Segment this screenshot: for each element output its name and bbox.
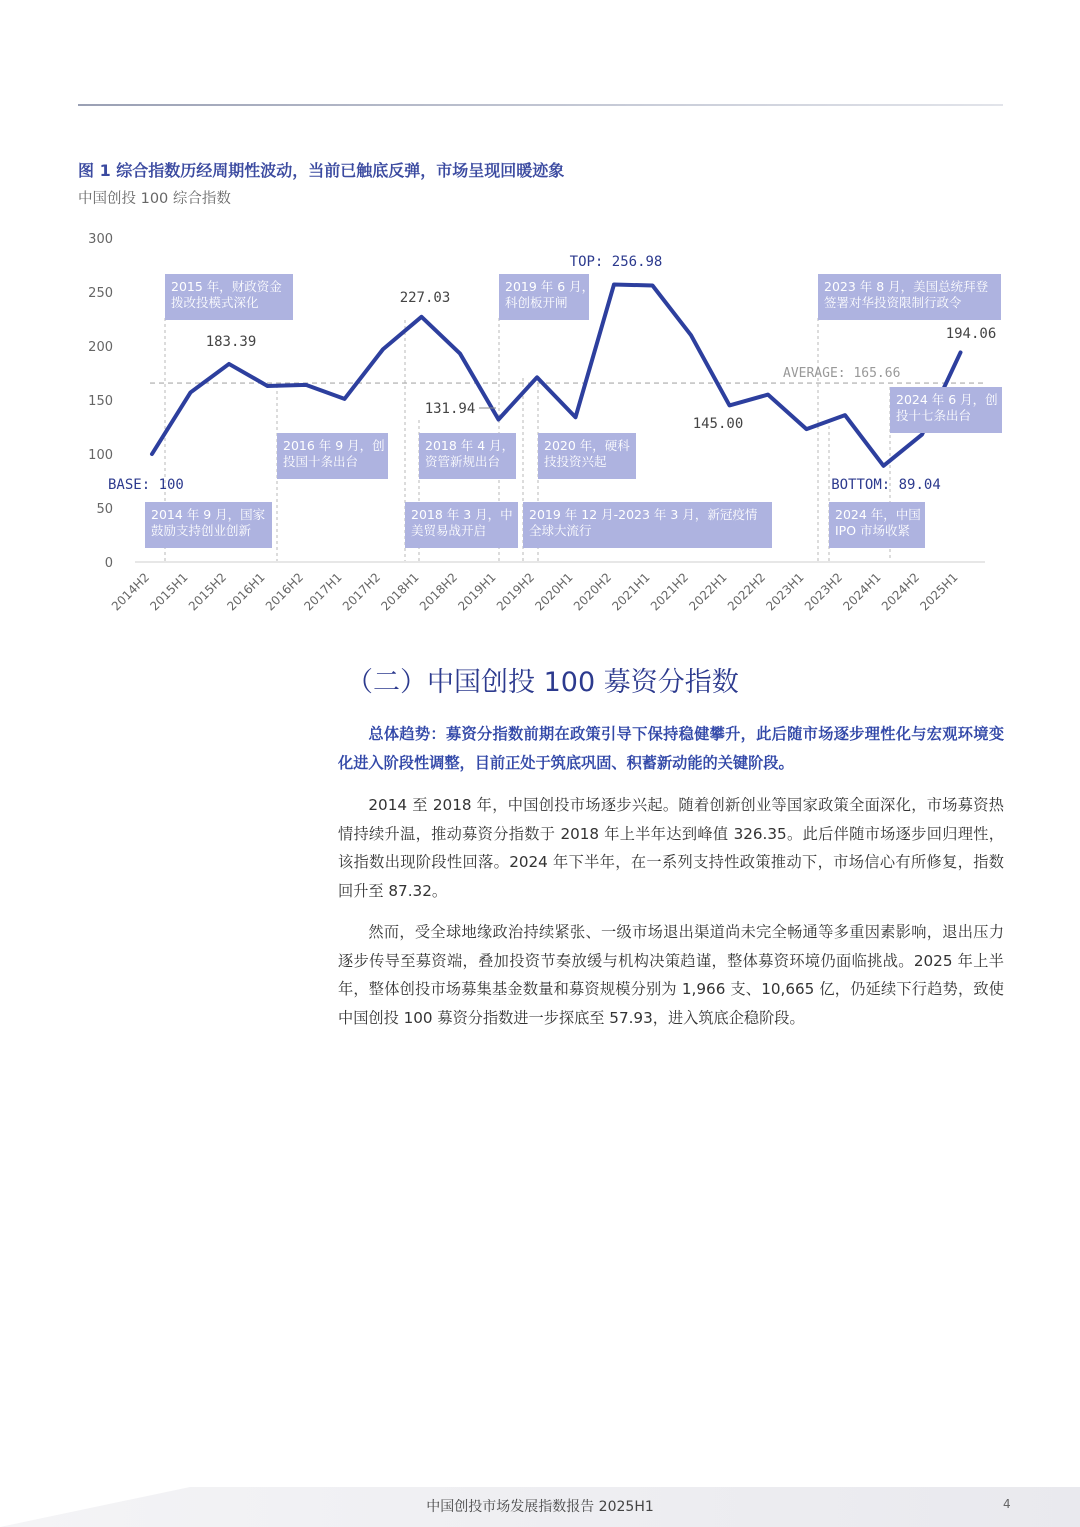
annotation-text: IPO 市场收紧 <box>835 523 911 538</box>
data-point <box>690 334 693 337</box>
y-tick-label: 300 <box>88 232 113 247</box>
annotation-text: 2019 年 6 月， <box>505 279 595 294</box>
data-point <box>420 315 423 318</box>
data-label: BASE: 100 <box>108 477 184 493</box>
x-tick-label: 2019H2 <box>493 570 538 614</box>
x-tick-label: 2017H1 <box>301 570 345 614</box>
data-point <box>882 464 885 467</box>
x-tick-label: 2020H1 <box>532 570 576 614</box>
data-label: TOP: 256.98 <box>569 254 663 270</box>
figure-title: 图 1 综合指数历经周期性波动，当前已触底反弹，市场呈现回暖迹象 <box>78 161 565 180</box>
annotation-text: 2018 年 4 月， <box>425 438 515 453</box>
data-point <box>497 418 500 421</box>
annotation-text: 2019 年 12 月-2023 年 3 月，新冠疫情 <box>529 507 758 522</box>
x-tick-label: 2015H1 <box>147 570 191 614</box>
x-tick-label: 2016H2 <box>262 570 307 614</box>
annotation-text: 科创板开闸 <box>505 295 568 310</box>
x-tick-label: 2023H2 <box>801 570 846 614</box>
annotation-text: 鼓励支持创业创新 <box>151 523 252 538</box>
annotation-text: 2023 年 8 月，美国总统拜登 <box>824 279 989 294</box>
average-label: AVERAGE: 165.66 <box>783 366 901 382</box>
data-point <box>189 391 192 394</box>
composite-index-chart <box>0 220 1080 630</box>
annotation-text: 投十七条出台 <box>896 408 972 423</box>
data-point <box>767 393 770 396</box>
x-tick-label: 2021H2 <box>647 570 692 614</box>
data-label: 183.39 <box>205 334 257 350</box>
summary-paragraph: 总体趋势：募资分指数前期在政策引导下保持稳健攀升，此后随市场逐步理性化与宏观环境变化进入阶段性调整，目前正处于筑底巩固、积蓄新动能的关键阶段。 <box>338 725 1004 772</box>
y-tick-label: 0 <box>104 556 113 571</box>
annotation-text: 2016 年 9 月，创 <box>283 438 385 453</box>
data-point <box>921 433 924 436</box>
data-point <box>574 416 577 419</box>
annotation-text: 资管新规出台 <box>425 454 501 469</box>
x-tick-label: 2019H1 <box>455 570 499 614</box>
footer-title: 中国创投市场发展指数报告 2025H1 <box>426 1499 654 1515</box>
x-tick-label: 2017H2 <box>339 570 384 614</box>
page-number: 4 <box>1003 1497 1011 1511</box>
data-point <box>613 283 616 286</box>
data-point <box>844 414 847 417</box>
data-label: 194.06 <box>945 326 997 342</box>
annotation-text: 2018 年 3 月，中 <box>411 507 513 522</box>
data-point <box>382 348 385 351</box>
x-tick-label: 2022H1 <box>686 570 730 614</box>
data-point <box>151 453 154 456</box>
data-label: 145.00 <box>692 416 744 432</box>
x-tick-label: 2022H2 <box>724 570 769 614</box>
data-point <box>536 376 539 379</box>
x-tick-label: 2015H2 <box>185 570 230 614</box>
body-paragraph-2: 然而，受全球地缘政治持续紧张、一级市场退出渠道尚未完全畅通等多重因素影响，退出压力逐步传导至募资端，叠加投资节奏放缓与机构决策趋谨，整体募资环境仍面临挑战。2025 年上半年，整体创投市场募集基金数量和募资规模分别为 1,966 支、10,665 亿，仍延续下行趋势，致使中国创投 100 募资分指数进一步探底至 57.93，进入筑底企稳阶段。 <box>338 923 1004 1027</box>
annotation-text: 2024 年，中国 <box>835 507 921 522</box>
data-label: BOTTOM: 89.04 <box>831 477 941 493</box>
section-heading: （二）中国创投 100 募资分指数 <box>346 667 739 698</box>
annotation-text: 签署对华投资限制行政令 <box>824 295 962 310</box>
annotation-text: 2014 年 9 月，国家 <box>151 507 266 522</box>
data-point <box>459 352 462 355</box>
data-label: 131.94 <box>424 401 476 417</box>
annotation-text: 2024 年 6 月，创 <box>896 392 998 407</box>
x-tick-label: 2021H1 <box>609 570 653 614</box>
data-label: 227.03 <box>399 290 451 306</box>
x-tick-label: 2018H1 <box>378 570 422 614</box>
x-tick-label: 2020H2 <box>570 570 615 614</box>
figure-subtitle: 中国创投 100 综合指数 <box>78 191 231 207</box>
data-point <box>805 428 808 431</box>
annotation-text: 2015 年，财政资金 <box>171 279 282 294</box>
x-tick-label: 2024H2 <box>878 570 923 614</box>
data-point <box>305 383 308 386</box>
annotation-text: 全球大流行 <box>529 523 592 538</box>
y-tick-label: 100 <box>88 448 113 463</box>
data-point <box>728 404 731 407</box>
data-point <box>343 397 346 400</box>
x-tick-label: 2025H1 <box>917 570 961 614</box>
data-point <box>959 351 962 354</box>
x-tick-label: 2023H1 <box>763 570 807 614</box>
x-tick-label: 2018H2 <box>416 570 461 614</box>
y-tick-label: 150 <box>88 394 113 409</box>
annotation-text: 2020 年，硬科 <box>544 438 630 453</box>
x-tick-label: 2016H1 <box>224 570 268 614</box>
data-point <box>228 362 231 365</box>
x-tick-label: 2014H2 <box>108 570 153 614</box>
data-point <box>651 284 654 287</box>
data-point <box>266 384 269 387</box>
y-tick-label: 50 <box>96 502 113 517</box>
x-tick-label: 2024H1 <box>840 570 884 614</box>
annotation-text: 投国十条出台 <box>283 454 359 469</box>
annotation-text: 拨改投模式深化 <box>171 295 259 310</box>
body-paragraph-1: 2014 至 2018 年，中国创投市场逐步兴起。随着创新创业等国家政策全面深化，市场募资热情持续升温，推动募资分指数于 2018 年上半年达到峰值 326.35。此后伴随市场逐步回归理性，该指数出现阶段性回落。2024 年下半年，在一系列支持性政策推动下，市场信心有所修复，指数回升至 87.32。 <box>338 796 1004 900</box>
y-tick-label: 250 <box>88 286 113 301</box>
annotation-text: 美贸易战开启 <box>411 523 487 538</box>
header-rule <box>78 104 1003 106</box>
y-tick-label: 200 <box>88 340 113 355</box>
annotation-text: 技投资兴起 <box>544 454 607 469</box>
